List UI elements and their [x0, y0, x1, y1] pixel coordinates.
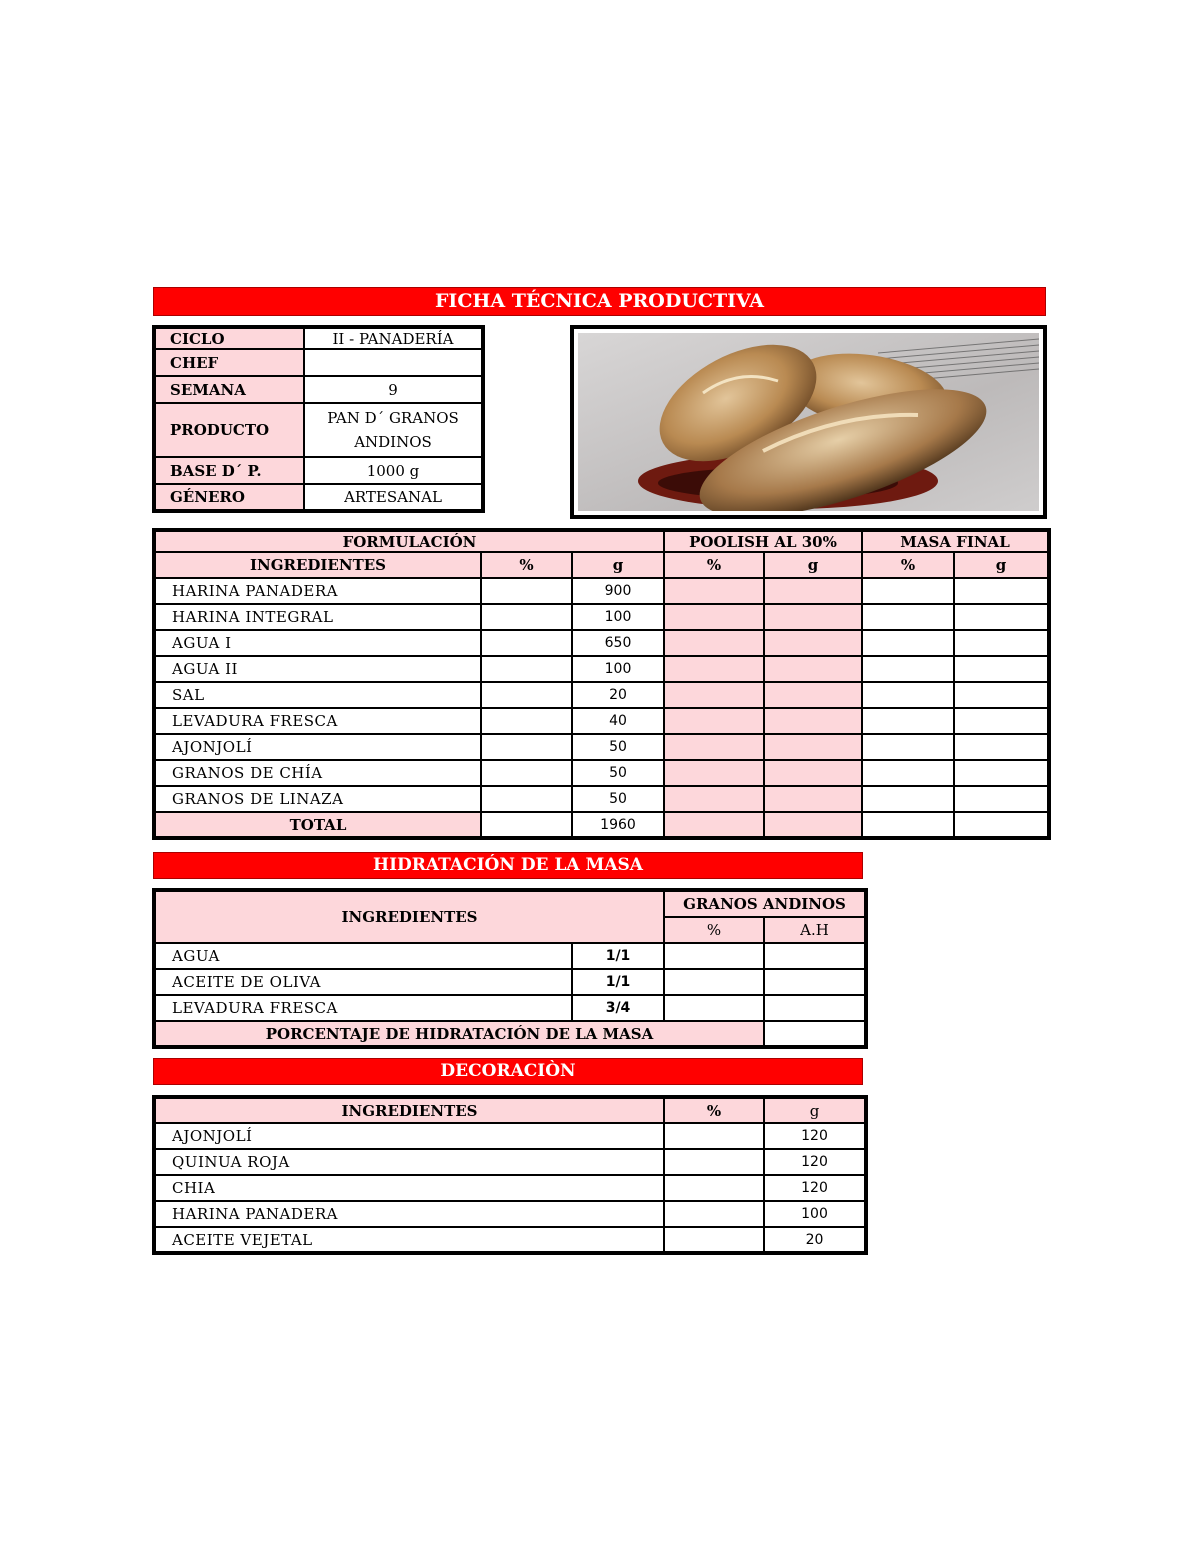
info-label: SEMANA	[154, 376, 304, 403]
info-value: 9	[304, 376, 483, 403]
pct-cell	[664, 1175, 764, 1201]
ingredient-name: GRANOS DE CHÍA	[154, 760, 481, 786]
info-value: 1000 g	[304, 457, 483, 484]
g-cell: 50	[572, 786, 664, 812]
masa-g-cell	[954, 760, 1049, 786]
pct-cell	[664, 969, 764, 995]
poolish-g-cell	[764, 578, 862, 604]
masa-final-header: MASA FINAL	[862, 530, 1049, 552]
masa-g-cell	[954, 708, 1049, 734]
ingredient-name: SAL	[154, 682, 481, 708]
pct-cell	[481, 604, 572, 630]
ratio-cell: 1/1	[572, 969, 664, 995]
table-row	[154, 1149, 866, 1175]
g-cell: 40	[572, 708, 664, 734]
poolish-pct-cell	[664, 760, 764, 786]
info-value: ARTESANAL	[304, 484, 483, 511]
total-pct	[481, 812, 572, 838]
g-cell: 20	[572, 682, 664, 708]
masa-g-cell	[954, 734, 1049, 760]
poolish-pct-cell	[664, 604, 764, 630]
ingredient-name: GRANOS DE LINAZA	[154, 786, 481, 812]
ah-cell	[764, 995, 866, 1021]
g-cell: 650	[572, 630, 664, 656]
masa-g-cell	[954, 630, 1049, 656]
pct-cell	[481, 786, 572, 812]
info-value: II - PANADERÍA	[304, 327, 483, 349]
info-row-genero	[154, 484, 483, 511]
masa-pct-cell	[862, 656, 954, 682]
col-masa-g: g	[954, 552, 1049, 578]
hidratacion-value	[764, 1021, 866, 1047]
decoracion-col-g: g	[764, 1097, 866, 1123]
pct-cell	[664, 943, 764, 969]
total-masa-pct	[862, 812, 954, 838]
ingredient-name: HARINA PANADERA	[154, 578, 481, 604]
total-label: TOTAL	[154, 812, 481, 838]
pct-cell	[664, 1227, 764, 1253]
pct-cell	[481, 708, 572, 734]
poolish-pct-cell	[664, 708, 764, 734]
info-label: BASE D´ P.	[154, 457, 304, 484]
masa-pct-cell	[862, 578, 954, 604]
pct-cell	[664, 1201, 764, 1227]
col-poolish-g: g	[764, 552, 862, 578]
decoracion-col-pct: %	[664, 1097, 764, 1123]
g-cell: 50	[572, 734, 664, 760]
hidratacion-footer: PORCENTAJE DE HIDRATACIÓN DE LA MASA	[154, 1021, 764, 1047]
poolish-pct-cell	[664, 656, 764, 682]
table-row	[154, 708, 1049, 734]
info-row-semana	[154, 376, 483, 403]
poolish-header: POOLISH AL 30%	[664, 530, 862, 552]
pct-cell	[664, 1149, 764, 1175]
ingredient-name: CHIA	[154, 1175, 664, 1201]
ingredient-name: ACEITE VEJETAL	[154, 1227, 664, 1253]
poolish-pct-cell	[664, 578, 764, 604]
masa-pct-cell	[862, 734, 954, 760]
poolish-pct-cell	[664, 786, 764, 812]
table-row	[154, 995, 866, 1021]
hidratacion-col-pct: %	[664, 917, 764, 943]
g-cell: 900	[572, 578, 664, 604]
table-row	[154, 1175, 866, 1201]
hidratacion-col-ingredientes: INGREDIENTES	[154, 890, 664, 943]
masa-pct-cell	[862, 708, 954, 734]
info-row-producto	[154, 403, 483, 457]
masa-g-cell	[954, 656, 1049, 682]
g-cell: 100	[572, 656, 664, 682]
table-row	[154, 682, 1049, 708]
ingredient-name: AJONJOLÍ	[154, 1123, 664, 1149]
col-g: g	[572, 552, 664, 578]
poolish-g-cell	[764, 760, 862, 786]
info-row-ciclo	[154, 327, 483, 349]
table-row	[154, 734, 1049, 760]
masa-pct-cell	[862, 760, 954, 786]
table-row	[154, 969, 866, 995]
col-poolish-pct: %	[664, 552, 764, 578]
hidratacion-title: HIDRATACIÓN DE LA MASA	[153, 852, 863, 879]
g-cell: 50	[572, 760, 664, 786]
total-row	[154, 812, 1049, 838]
total-poolish-g	[764, 812, 862, 838]
poolish-g-cell	[764, 656, 862, 682]
formulacion-table	[152, 528, 1051, 840]
bread-photo	[570, 325, 1047, 519]
ingredient-name: AJONJOLÍ	[154, 734, 481, 760]
ingredient-name: AGUA	[154, 943, 572, 969]
bread-photo-image	[578, 333, 1039, 511]
table-row	[154, 1201, 866, 1227]
table-row	[154, 760, 1049, 786]
g-cell: 20	[764, 1227, 866, 1253]
table-row	[154, 604, 1049, 630]
g-cell: 120	[764, 1149, 866, 1175]
masa-pct-cell	[862, 682, 954, 708]
ingredient-name: AGUA II	[154, 656, 481, 682]
masa-g-cell	[954, 578, 1049, 604]
masa-g-cell	[954, 604, 1049, 630]
g-cell: 120	[764, 1175, 866, 1201]
table-row	[154, 1123, 866, 1149]
info-label: GÉNERO	[154, 484, 304, 511]
masa-g-cell	[954, 786, 1049, 812]
poolish-pct-cell	[664, 630, 764, 656]
masa-pct-cell	[862, 786, 954, 812]
decoracion-title: DECORACIÒN	[153, 1058, 863, 1085]
ingredient-name: QUINUA ROJA	[154, 1149, 664, 1175]
ratio-cell: 1/1	[572, 943, 664, 969]
info-table	[152, 325, 485, 513]
col-ingredientes: INGREDIENTES	[154, 552, 481, 578]
g-cell: 100	[572, 604, 664, 630]
info-label: PRODUCTO	[154, 403, 304, 457]
hidratacion-footer-row	[154, 1021, 866, 1047]
ingredient-name: AGUA I	[154, 630, 481, 656]
g-cell: 100	[764, 1201, 866, 1227]
pct-cell	[664, 1123, 764, 1149]
pct-cell	[481, 682, 572, 708]
table-row	[154, 630, 1049, 656]
masa-g-cell	[954, 682, 1049, 708]
total-masa-g	[954, 812, 1049, 838]
ingredient-name: LEVADURA FRESCA	[154, 708, 481, 734]
total-g: 1960	[572, 812, 664, 838]
poolish-g-cell	[764, 604, 862, 630]
table-row	[154, 656, 1049, 682]
pct-cell	[481, 578, 572, 604]
page-title: FICHA TÉCNICA PRODUCTIVA	[153, 287, 1046, 316]
formulacion-header: FORMULACIÓN	[154, 530, 664, 552]
masa-pct-cell	[862, 604, 954, 630]
total-poolish-pct	[664, 812, 764, 838]
pct-cell	[481, 760, 572, 786]
col-masa-pct: %	[862, 552, 954, 578]
ah-cell	[764, 969, 866, 995]
info-row-chef	[154, 349, 483, 376]
table-row	[154, 578, 1049, 604]
hidratacion-table	[152, 888, 868, 1049]
ingredient-name: ACEITE DE OLIVA	[154, 969, 572, 995]
poolish-g-cell	[764, 682, 862, 708]
info-value: PAN D´ GRANOS ANDINOS	[304, 403, 483, 457]
pct-cell	[481, 630, 572, 656]
ah-cell	[764, 943, 866, 969]
poolish-g-cell	[764, 630, 862, 656]
info-label: CHEF	[154, 349, 304, 376]
poolish-pct-cell	[664, 734, 764, 760]
decoracion-table	[152, 1095, 868, 1255]
poolish-g-cell	[764, 786, 862, 812]
table-row	[154, 1227, 866, 1253]
hidratacion-col-ah: A.H	[764, 917, 866, 943]
pct-cell	[664, 995, 764, 1021]
decoracion-col-ingredientes: INGREDIENTES	[154, 1097, 664, 1123]
pct-cell	[481, 656, 572, 682]
ingredient-name: HARINA PANADERA	[154, 1201, 664, 1227]
granos-andinos-header: GRANOS ANDINOS	[664, 890, 866, 917]
masa-pct-cell	[862, 630, 954, 656]
poolish-pct-cell	[664, 682, 764, 708]
poolish-g-cell	[764, 734, 862, 760]
ingredient-name: LEVADURA FRESCA	[154, 995, 572, 1021]
ingredient-name: HARINA INTEGRAL	[154, 604, 481, 630]
pct-cell	[481, 734, 572, 760]
info-value	[304, 349, 483, 376]
info-row-base	[154, 457, 483, 484]
g-cell: 120	[764, 1123, 866, 1149]
info-label: CICLO	[154, 327, 304, 349]
col-pct: %	[481, 552, 572, 578]
ratio-cell: 3/4	[572, 995, 664, 1021]
table-row	[154, 786, 1049, 812]
poolish-g-cell	[764, 708, 862, 734]
table-row	[154, 943, 866, 969]
